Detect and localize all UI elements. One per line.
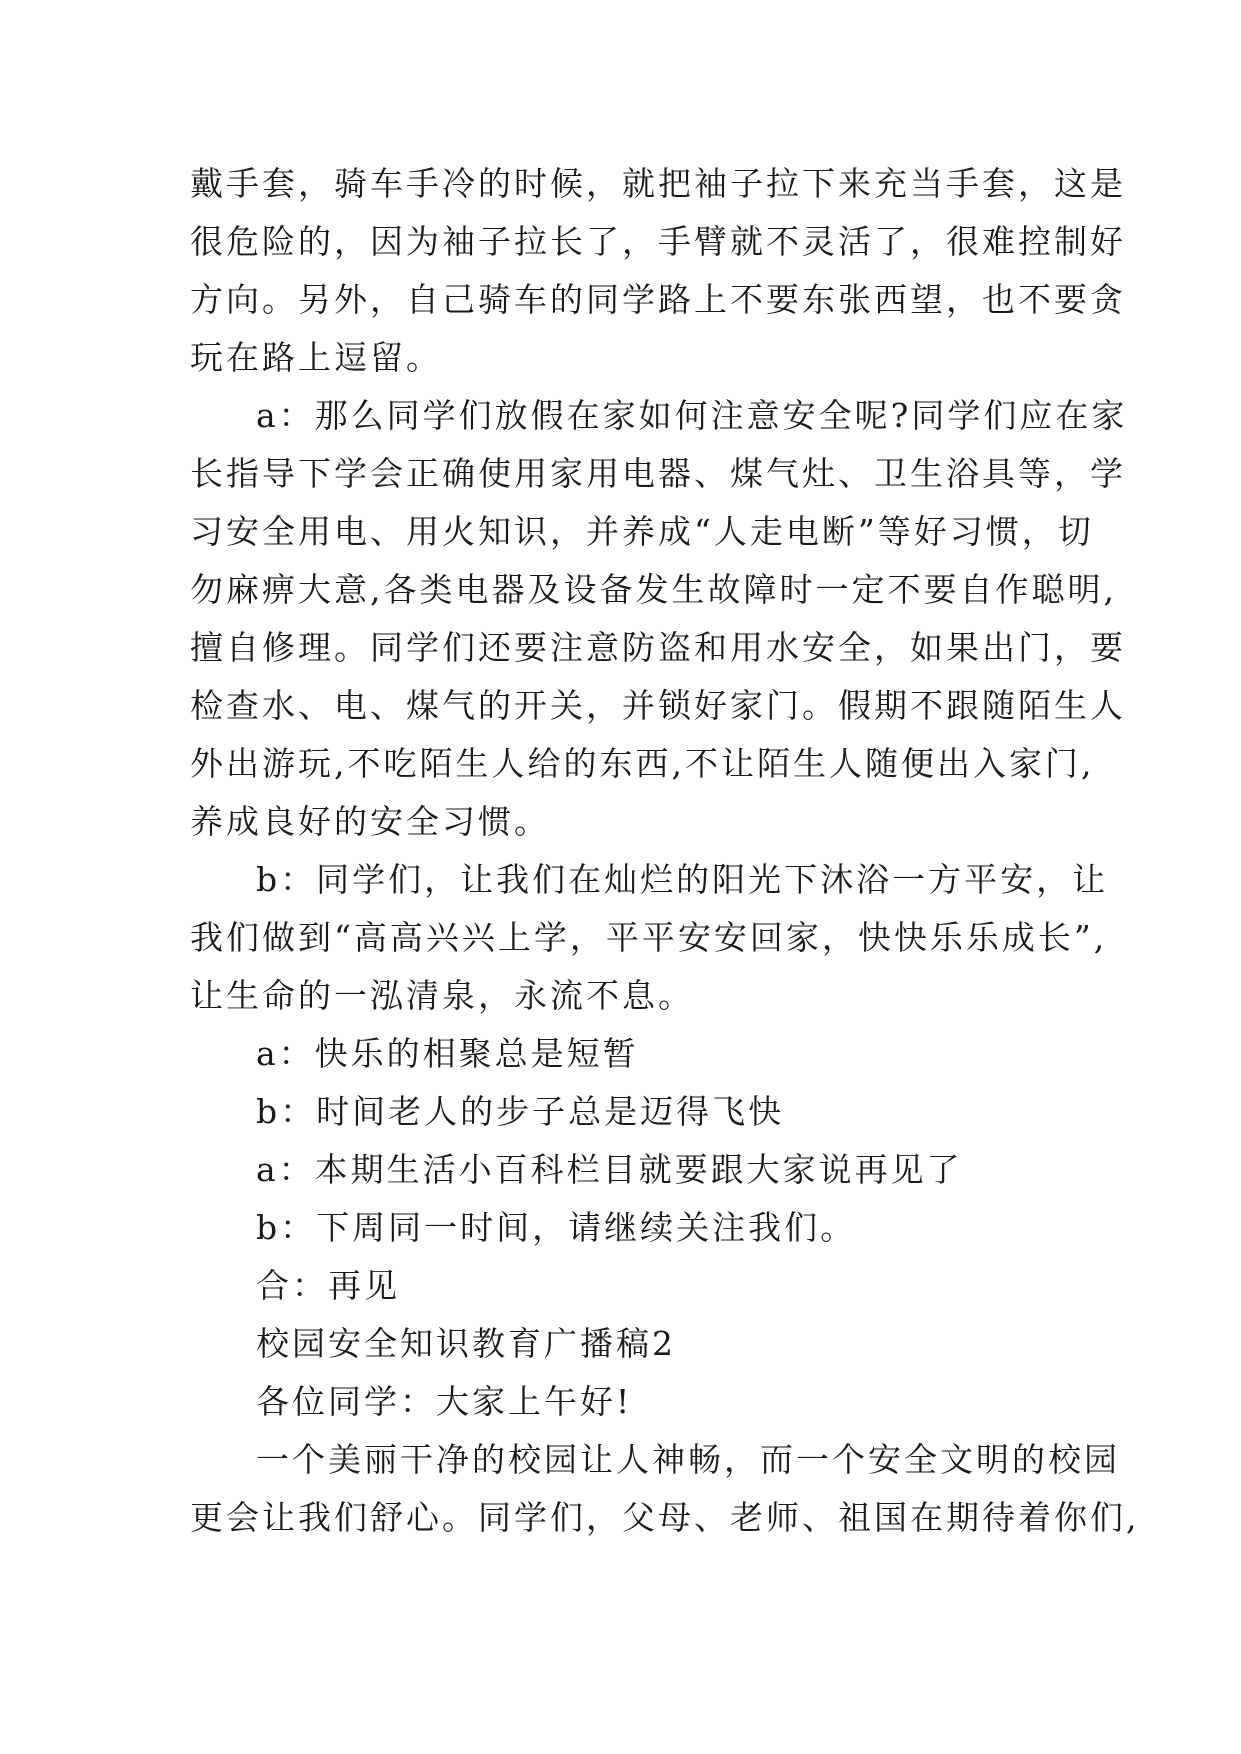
text-line: 习安全用电、用火知识，并养成“人走电断”等好习惯，切 [190, 512, 1094, 551]
text-line: 擅自修理。同学们还要注意防盗和用水安全，如果出门，要 [190, 628, 1126, 667]
text-line: b：同学们，让我们在灿烂的阳光下沐浴一方平安，让 [256, 860, 1109, 899]
text-line: 让生命的一泓清泉，永流不息。 [190, 976, 694, 1015]
text-line: 我们做到“高高兴兴上学，平平安安回家，快快乐乐成长”, [190, 918, 1108, 957]
text-line: 合：再见 [256, 1266, 400, 1305]
text-line: a：那么同学们放假在家如何注意安全呢?同学们应在家 [256, 396, 1128, 435]
text-line: 一个美丽干净的校园让人神畅，而一个安全文明的校园 [256, 1440, 1120, 1479]
text-line: 长指导下学会正确使用家用电器、煤气灶、卫生浴具等，学 [190, 454, 1126, 493]
text-line: a：本期生活小百科栏目就要跟大家说再见了 [256, 1150, 963, 1189]
section-title: 校园安全知识教育广播稿2 [256, 1324, 676, 1363]
text-line: b：时间老人的步子总是迈得飞快 [256, 1092, 785, 1131]
document-body [190, 155, 1140, 1547]
text-line: 勿麻痹大意,各类电器及设备发生故障时一定不要自作聪明, [190, 570, 1117, 609]
text-line: b：下周同一时间，请继续关注我们。 [256, 1208, 857, 1247]
text-line: 很危险的，因为袖子拉长了，手臂就不灵活了，很难控制好 [190, 222, 1126, 261]
text-line: 方向。另外，自己骑车的同学路上不要东张西望，也不要贪 [190, 280, 1126, 319]
text-line: 检查水、电、煤气的开关，并锁好家门。假期不跟随陌生人 [190, 686, 1126, 725]
text-line: 玩在路上逗留。 [190, 338, 442, 377]
greeting-line: 各位同学：大家上午好! [256, 1382, 633, 1421]
text-line: 外出游玩,不吃陌生人给的东西,不让陌生人随便出入家门, [190, 744, 1095, 783]
text-line: 更会让我们舒心。同学们，父母、老师、祖国在期待着你们, [190, 1498, 1140, 1537]
text-line: 养成良好的安全习惯。 [190, 802, 550, 841]
text-line: 戴手套，骑车手冷的时候，就把袖子拉下来充当手套，这是 [190, 164, 1126, 203]
text-line: a：快乐的相聚总是短暂 [256, 1034, 639, 1073]
